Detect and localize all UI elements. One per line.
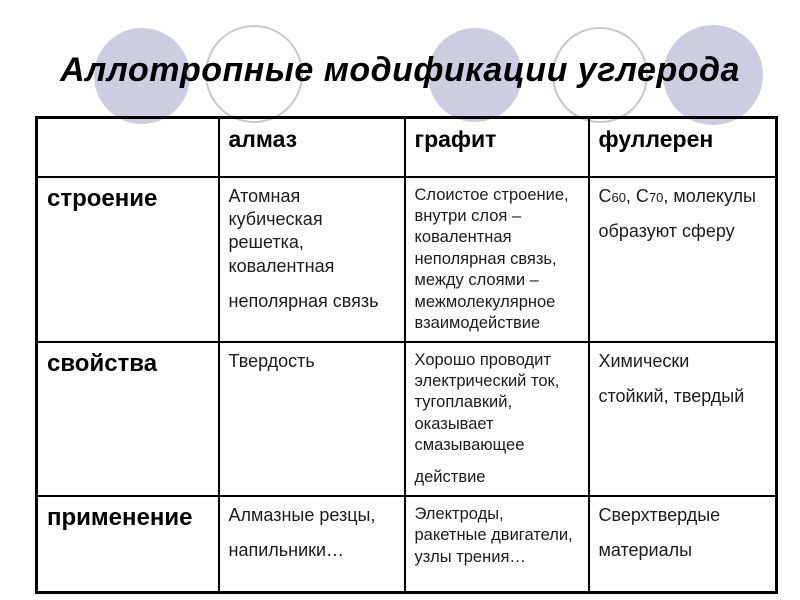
cell-paragraph: материалы (598, 539, 693, 560)
table-header-row (37, 118, 777, 177)
column-header-fulleren: фуллерен (589, 118, 777, 177)
row-label-svoistva: свойства (37, 342, 219, 496)
cell-paragraph: Химически (598, 350, 690, 371)
column-header-almaz: алмаз (219, 118, 405, 177)
row-label-stroenie: строение (37, 177, 219, 342)
cell-paragraph: неполярная связь (228, 290, 379, 311)
formula-index: 70 (648, 189, 664, 205)
cell-paragraph: C60, C70, молекулы (598, 185, 756, 206)
table-row-stroenie (37, 177, 777, 342)
row-label-primenenie: применение (37, 496, 219, 593)
title-container (0, 50, 800, 91)
cell-stroenie-grafit (405, 177, 589, 342)
cell-primenenie-fulleren (589, 496, 777, 593)
cell-paragraph: действие (414, 468, 486, 487)
cell-paragraph: Твердость (228, 350, 315, 371)
table-corner-cell (37, 118, 219, 177)
cell-paragraph: Электроды, ракетные двигатели, узлы трения… (414, 504, 573, 566)
slide-title: Аллотропные модификации углерода (60, 51, 740, 89)
cell-paragraph: Атомная кубическая решетка, ковалентная (228, 185, 335, 276)
cell-stroenie-fulleren (589, 177, 777, 342)
table-row-svoistva (37, 342, 777, 496)
cell-paragraph: образуют сферу (598, 220, 735, 241)
cell-paragraph: Хорошо проводит электрический ток, тугоплавкий, оказывает смазывающее (414, 350, 560, 455)
cell-svoistva-grafit (405, 342, 589, 496)
cell-primenenie-almaz (219, 496, 405, 593)
column-header-grafit: графит (405, 118, 589, 177)
cell-paragraph: Алмазные резцы, (228, 504, 376, 525)
table-row-primenenie (37, 496, 777, 593)
cell-primenenie-grafit (405, 496, 589, 593)
formula-index: 60 (611, 189, 626, 205)
cell-paragraph: Слоистое строение, внутри слоя – ковалентная неполярная связь, между слоями – межмолекулярное взаимодействие (414, 185, 569, 333)
cell-paragraph: Сверхтвердые (598, 504, 721, 525)
cell-svoistva-fulleren (589, 342, 777, 496)
carbon-allotropes-table (35, 116, 778, 594)
cell-paragraph: напильники… (228, 539, 345, 560)
cell-svoistva-almaz (219, 342, 405, 496)
cell-stroenie-almaz (219, 177, 405, 342)
cell-paragraph: стойкий, твердый (598, 385, 745, 406)
